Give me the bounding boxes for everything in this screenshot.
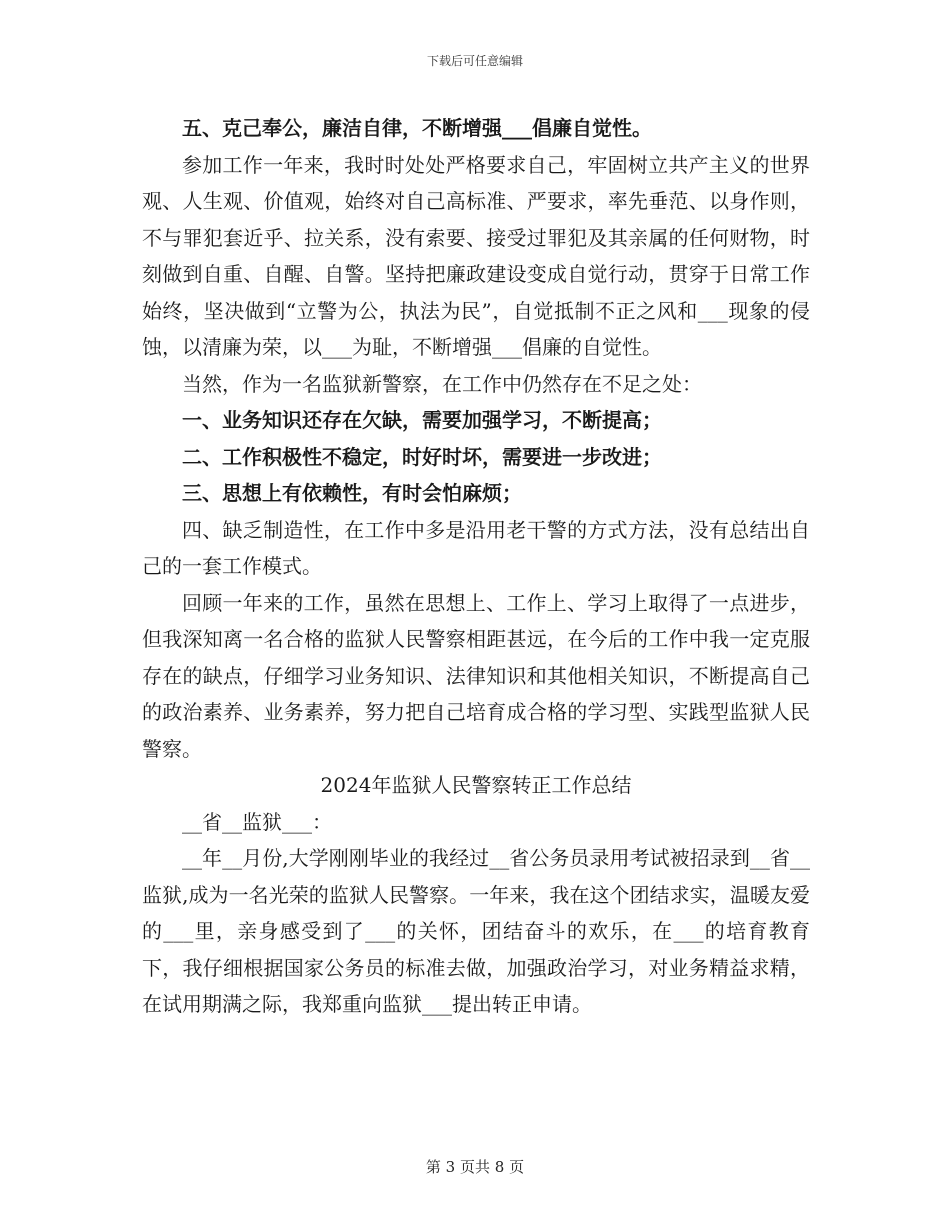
paragraph-integrity: 参加工作一年来，我时时处处严格要求自己，牢固树立共产主义的世界观、人生观、价值观，始终对自己高标准、严要求，率先垂范、以身作则，不与罪犯套近乎、拉关系，没有索要、接受过罪犯及其亲属的任何财物，时刻做到自重、自醒、自警。坚持把廉政建设变成自觉行动，贯穿于日常工作始终，坚决做到“立警为公，执法为民”，自觉抵制不正之风和___现象的侵蚀，以清廉为荣，以___为耻，不断增强___倡廉的自觉性。 [142, 152, 810, 359]
paragraph-review: 回顾一年来的工作，虽然在思想上、工作上、学习上取得了一点进步，但我深知离一名合格的监狱人民警察相距甚远，在今后的工作中我一定克服存在的缺点，仔细学习业务知识、法律知识和其他相关知识，不断提高自己的政治素养、业务素养，努力把自己培育成合格的学习型、实践型监狱人民警察。 [142, 590, 810, 761]
shortcoming-item-3: 三、思想上有依赖性，有时会怕麻烦； [182, 481, 522, 505]
page-header: 下载后可任意编辑 [426, 54, 523, 68]
document-body [142, 110, 810, 1023]
page-footer: 第 3 页共 8 页 [425, 1158, 525, 1176]
salutation: __省__监狱___： [182, 809, 332, 834]
paragraph-introduction: __年__月份,大学刚刚毕业的我经过__省公务员录用考试被招录到__省__监狱,成为一名光荣的监狱人民警察。一年来，我在这个团结求实，温暖友爱的___里，亲身感受到了___的关怀，团结奋斗的欢乐，在___的培育教育下，我仔细根据国家公务员的标准去做，加强政治学习，对业务精益求精，在试用期满之际，我郑重向监狱___提出转正申请。 [142, 846, 810, 1016]
paragraph-shortcomings-intro: 当然，作为一名监狱新警察，在工作中仍然存在不足之处： [182, 371, 702, 396]
shortcoming-item-4: 四、缺乏制造性，在工作中多是沿用老干警的方式方法，没有总结出自己的一套工作模式。 [142, 517, 810, 578]
document-title: 2024年监狱人民警察转正工作总结 [320, 773, 632, 797]
shortcoming-item-2: 二、工作积极性不稳定，时好时坏，需要进一步改进； [182, 444, 662, 469]
section-heading-5: 五、克己奉公，廉洁自律，不断增强___倡廉自觉性。 [182, 116, 652, 140]
shortcoming-item-1: 一、业务知识还存在欠缺，需要加强学习，不断提高； [182, 408, 662, 432]
